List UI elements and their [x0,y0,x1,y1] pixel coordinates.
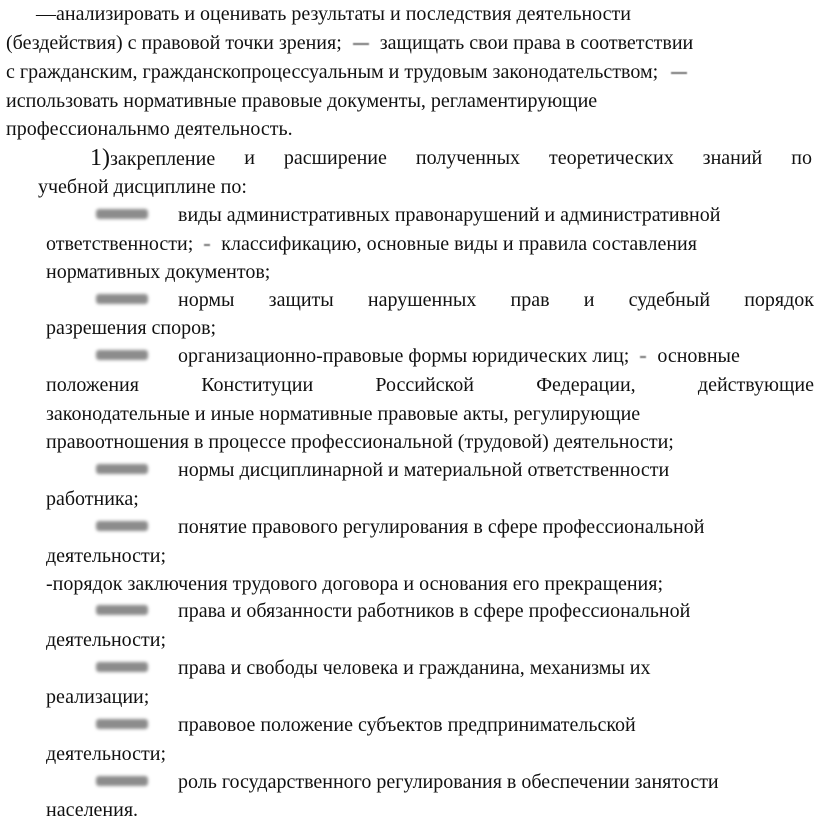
justified-word: действующие [697,374,814,396]
justified-word: по [791,147,812,169]
justified-word: и [583,289,595,311]
item-8-line-2: реализации; [46,686,150,708]
intro-line-2a: (бездействия) с правовой точки зрения; [6,32,342,54]
redacted-bullet-icon [96,605,148,615]
justified-word: знаний [702,147,763,169]
justified-word: порядок [744,289,814,311]
justified-word: расширение [283,147,387,169]
item-3-line-2 [46,371,814,399]
justified-word: и [244,147,255,169]
bullet-dash [640,356,646,358]
justified-word: Российской [375,374,474,396]
redacted-bullet-icon [96,776,148,786]
intro-line-2b: защищать свои права в соответствии [379,32,694,54]
item-10-line-2: населения. [46,799,139,821]
bullet-dash [204,244,210,246]
intro-line-2 [6,29,693,57]
redacted-bullet-icon [96,521,148,531]
item-9-line-1: правовое положение субъектов предпринимательской [178,714,636,736]
item-7-line-2: деятельности; [46,629,167,651]
justified-word: полученных [415,147,521,169]
item-1-line-2 [46,230,697,258]
intro-line-3-text: с гражданским, гражданскопроцессуальным и трудовым законодательством; [6,61,659,83]
justified-word: судебный [628,289,711,311]
item-1-line-2b: классификацию, основные виды и правила составления [221,233,697,255]
item-8-line-1: права и свободы человека и гражданина, механизмы их [178,657,651,679]
justified-word: нормы [178,289,235,311]
item-4-line-2: работника; [46,488,139,510]
intro-line-3 [6,58,687,86]
item-1-line-2a: ответственности; [46,233,194,255]
redacted-bullet-icon [96,350,148,360]
justified-word: теоретических [549,147,674,169]
redacted-bullet-icon [96,294,148,304]
item-3-line-3: законодательные и иные нормативные правовые акты, регулирующие [46,403,641,425]
item-5-line-1: понятие правового регулирования в сфере профессиональной [178,516,705,538]
redacted-bullet-icon [96,464,148,474]
item-7-line-1: права и обязанности работников в сфере профессиональной [178,600,691,622]
item-5-line-2: деятельности; [46,545,167,567]
justified-word: Федерации, [536,374,636,396]
section-line-2: учебной дисциплине по: [38,176,247,198]
intro-line-5: профессиональнмо деятельность. [6,118,293,140]
item-4-line-1: нормы дисциплинарной и материальной ответственности [178,459,670,481]
justified-word: защиты [268,289,334,311]
item-2-line-1 [178,286,814,314]
item-3-line-1b: основные [657,345,740,367]
redacted-bullet-icon [96,719,148,729]
bullet-dash [671,72,687,74]
justified-word: 1)закрепление [90,145,216,171]
redacted-bullet-icon [96,662,148,672]
redacted-bullet-icon [96,209,148,219]
item-1-line-3: нормативных документов; [46,261,271,283]
item-2-line-2: разрешения споров; [46,317,217,339]
intro-line-1: —анализировать и оценивать результаты и последствия деятельности [36,3,631,25]
section-number: 1) [90,145,110,171]
justified-word: прав [510,289,550,311]
intro-line-4: использовать нормативные правовые документы, регламентирующие [6,90,598,112]
item-3-line-1a: организационно-правовые формы юридических лиц; [178,345,630,367]
item-1-line-1: виды административных правонарушений и административной [178,204,721,226]
item-10-line-1: роль государственного регулирования в обеспечении занятости [178,771,719,793]
bullet-dash [353,43,369,45]
item-3-line-1 [178,342,740,370]
justified-word: положения [46,374,139,396]
item-6-line-1: -порядок заключения трудового договора и основания его прекращения; [46,573,664,595]
justified-word: Конституции [201,374,314,396]
section-line-1 [90,144,812,173]
justified-word: нарушенных [367,289,477,311]
item-9-line-2: деятельности; [46,743,167,765]
item-3-line-4: правоотношения в процессе профессиональной (трудовой) деятельности; [46,431,674,453]
